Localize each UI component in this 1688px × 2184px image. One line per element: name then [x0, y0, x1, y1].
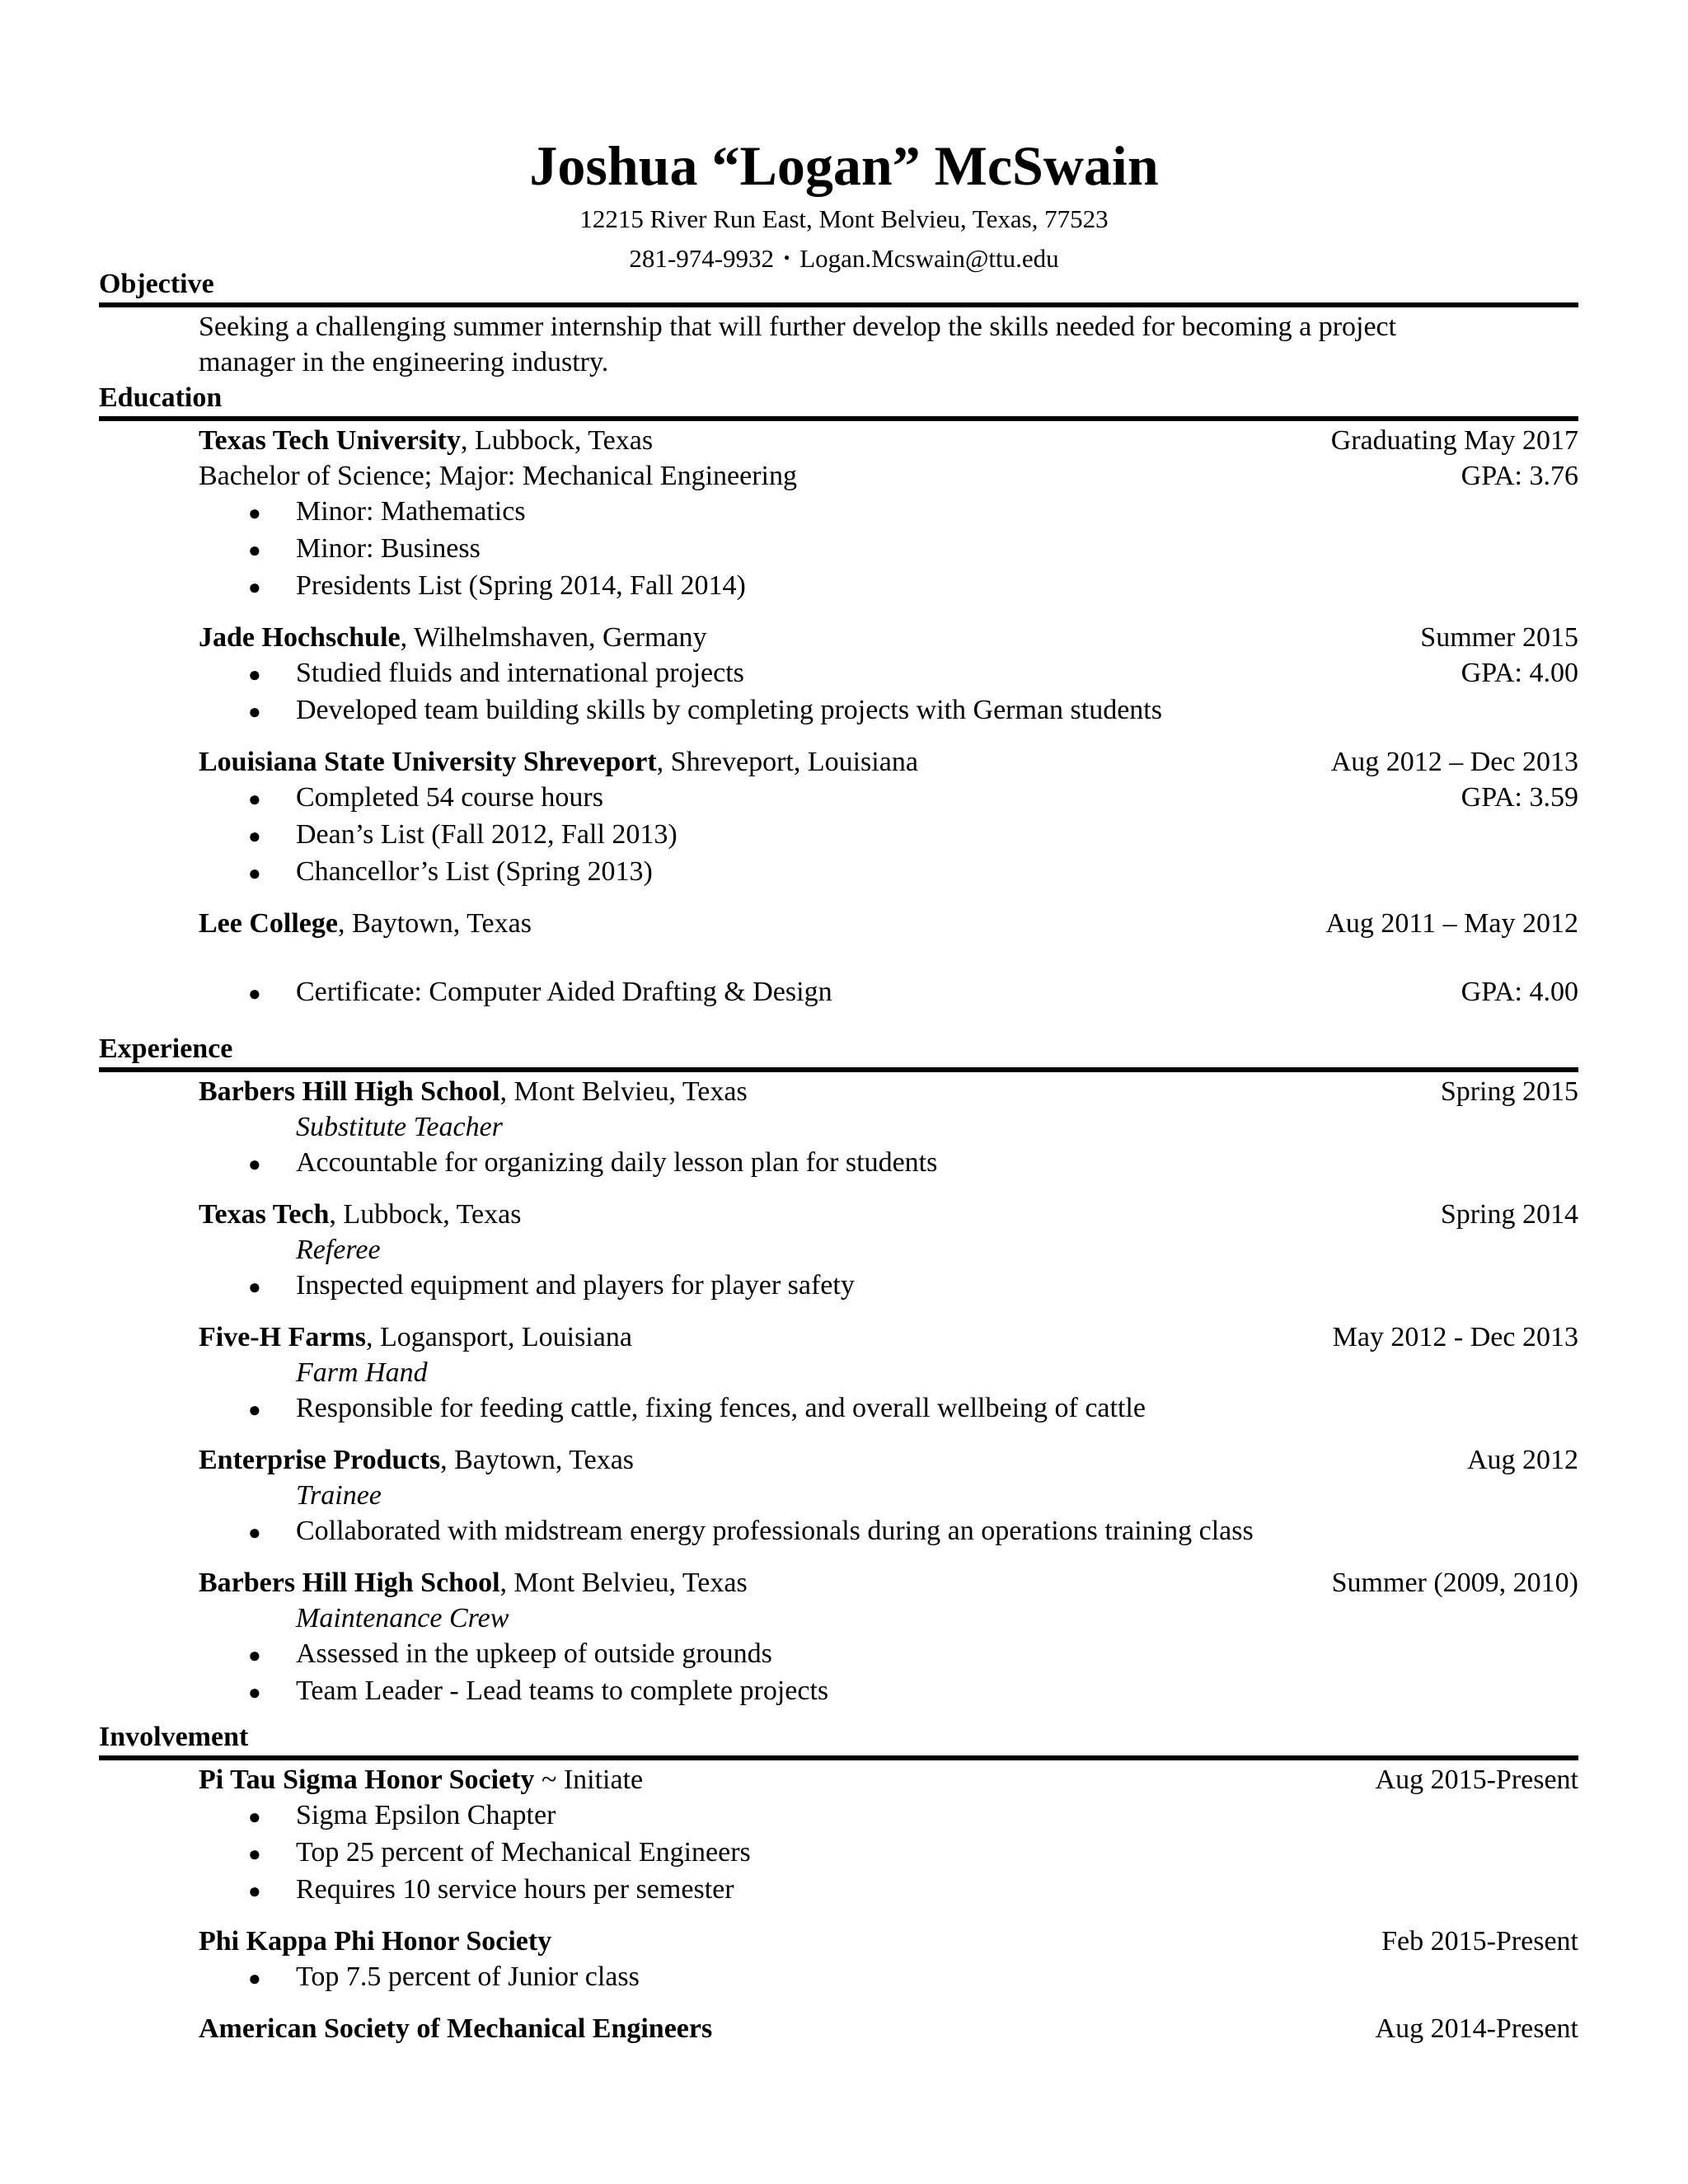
list-item: ● Top 7.5 percent of Junior class — [199, 1959, 1578, 1996]
bullet-icon: ● — [248, 1275, 261, 1299]
bullet-icon: ● — [248, 787, 261, 811]
experience-entry-header — [199, 1074, 1578, 1109]
bullet-icon: ● — [248, 1966, 261, 1990]
bullet-icon: ● — [248, 1643, 261, 1667]
experience-date: May 2012 - Dec 2013 — [1332, 1322, 1578, 1352]
employer-name: Texas Tech — [199, 1199, 330, 1230]
involvement-entry-header — [199, 1924, 1578, 1959]
bullet-icon: ● — [248, 1521, 261, 1544]
institution-name: Texas Tech University — [199, 425, 462, 456]
employer-location: , Lubbock, Texas — [329, 1199, 522, 1230]
list-item: ● Certificate: Computer Aided Drafting & Design GPA: 4.00 — [199, 974, 1578, 1011]
education-entry-header — [199, 423, 1578, 458]
education-date: Graduating May 2017 — [1330, 425, 1578, 456]
list-item: ● Assessed in the upkeep of outside grounds — [199, 1636, 1578, 1673]
institution-location: , Wilhelmshaven, Germany — [400, 622, 707, 653]
education-date: Aug 2011 – May 2012 — [1325, 908, 1578, 939]
section-divider — [99, 416, 1578, 421]
organization-name: American Society of Mechanical Engineers — [199, 2013, 713, 2044]
education-date: Aug 2012 – Dec 2013 — [1330, 747, 1578, 777]
list-item: ● Dean’s List (Fall 2012, Fall 2013) — [199, 817, 1578, 854]
bullet-icon: ● — [248, 538, 261, 562]
list-item: ● Accountable for organizing daily lesson plan for students — [199, 1145, 1578, 1182]
involvement-entry-header — [199, 1762, 1578, 1797]
experience-entry-header — [199, 1197, 1578, 1232]
institution-location: , Shreveport, Louisiana — [656, 747, 918, 777]
employer-name: Five-H Farms — [199, 1322, 366, 1352]
experience-entry-header — [199, 1442, 1578, 1478]
involvement-date: Aug 2014-Present — [1375, 2013, 1578, 2044]
education-entry-header — [199, 744, 1578, 780]
employer-name: Barbers Hill High School — [199, 1568, 500, 1598]
section-title-experience: Experience — [99, 1033, 233, 1064]
list-item: ● Minor: Business — [199, 531, 1578, 568]
job-title: Farm Hand — [296, 1357, 428, 1388]
section-divider — [99, 302, 1578, 307]
experience-date: Spring 2014 — [1440, 1199, 1578, 1230]
bullet-icon: ● — [248, 982, 261, 1005]
education-date: Summer 2015 — [1420, 622, 1578, 653]
employer-location: , Logansport, Louisiana — [366, 1322, 632, 1352]
section-title-objective: Objective — [99, 269, 214, 299]
employer-location: , Mont Belvieu, Texas — [499, 1568, 748, 1598]
job-title: Substitute Teacher — [296, 1112, 503, 1142]
employer-location: , Mont Belvieu, Texas — [499, 1076, 748, 1107]
section-title-involvement: Involvement — [99, 1722, 249, 1752]
organization-name: Phi Kappa Phi Honor Society — [199, 1926, 552, 1957]
gpa: GPA: 3.59 — [1461, 782, 1578, 813]
gpa: GPA: 3.76 — [1461, 461, 1578, 491]
candidate-name: Joshua “Logan” McSwain — [529, 134, 1159, 197]
section-divider — [99, 1067, 1578, 1072]
bullet-icon: ● — [248, 861, 261, 885]
list-item: ● Responsible for feeding cattle, fixing fences, and overall wellbeing of cattle — [199, 1390, 1578, 1427]
education-entry-header — [199, 620, 1578, 655]
involvement-date: Feb 2015-Present — [1381, 1926, 1578, 1957]
list-item: ● Chancellor’s List (Spring 2013) — [199, 854, 1578, 891]
bullet-icon: ● — [248, 1680, 261, 1704]
bullet-icon: ● — [248, 1152, 261, 1176]
list-item: ● Inspected equipment and players for player safety — [199, 1268, 1578, 1305]
list-item: ● Minor: Mathematics — [199, 494, 1578, 531]
list-item: ● Completed 54 course hours GPA: 3.59 — [199, 780, 1578, 817]
institution-location: , Lubbock, Texas — [461, 425, 654, 456]
involvement-entry-header — [199, 2011, 1578, 2046]
education-degree-row — [199, 458, 1578, 494]
list-item: ● Developed team building skills by completing projects with German students — [199, 692, 1578, 729]
experience-entry-header — [199, 1319, 1578, 1355]
list-item: ● Studied fluids and international projects GPA: 4.00 — [199, 655, 1578, 692]
involvement-date: Aug 2015-Present — [1375, 1765, 1578, 1795]
bullet-icon: ● — [248, 1805, 261, 1829]
bullet-icon: ● — [248, 700, 261, 724]
list-item: ● Collaborated with midstream energy professionals during an operations training class — [199, 1513, 1578, 1550]
list-item: ● Requires 10 service hours per semester — [199, 1872, 1578, 1909]
resume-header — [0, 132, 1688, 278]
experience-date: Spring 2015 — [1440, 1076, 1578, 1107]
job-title: Referee — [296, 1235, 381, 1265]
phone: 281-974-9932 — [629, 244, 775, 273]
experience-date: Aug 2012 — [1466, 1445, 1578, 1475]
bullet-icon: ● — [248, 1879, 261, 1903]
experience-section — [99, 1033, 1578, 1710]
job-title: Maintenance Crew — [296, 1603, 509, 1633]
experience-date: Summer (2009, 2010) — [1331, 1568, 1578, 1598]
involvement-section — [99, 1721, 1578, 2046]
gpa: GPA: 4.00 — [1461, 977, 1578, 1007]
list-item: ● Presidents List (Spring 2014, Fall 2014) — [199, 568, 1578, 605]
organization-name: Pi Tau Sigma Honor Society — [199, 1765, 535, 1795]
employer-name: Barbers Hill High School — [199, 1076, 500, 1107]
separator-dot: • — [783, 247, 790, 268]
job-title: Trainee — [296, 1480, 382, 1511]
objective-text: Seeking a challenging summer internship that will further develop the skills needed for becoming a project manager in the engineering industry. — [199, 312, 1397, 377]
institution-location: , Baytown, Texas — [338, 908, 532, 939]
degree: Bachelor of Science; Major: Mechanical Engineering — [199, 461, 797, 491]
bullet-icon: ● — [248, 663, 261, 687]
objective-section — [99, 268, 1578, 380]
section-title-education: Education — [99, 382, 223, 413]
education-section — [99, 382, 1578, 1011]
list-item: ● Sigma Epsilon Chapter — [199, 1797, 1578, 1835]
organization-role: ~ Initiate — [534, 1765, 644, 1795]
institution-name: Louisiana State University Shreveport — [199, 747, 657, 777]
bullet-icon: ● — [248, 501, 261, 525]
list-item: ● Top 25 percent of Mechanical Engineers — [199, 1835, 1578, 1872]
section-divider — [99, 1755, 1578, 1760]
list-item: ● Team Leader - Lead teams to complete projects — [199, 1673, 1578, 1710]
bullet-icon: ● — [248, 1842, 261, 1866]
education-entry-header — [199, 906, 1578, 941]
bullet-icon: ● — [248, 824, 261, 848]
email: Logan.Mcswain@ttu.edu — [799, 244, 1059, 273]
experience-entry-header — [199, 1565, 1578, 1601]
bullet-icon: ● — [248, 575, 261, 599]
gpa: GPA: 4.00 — [1461, 658, 1578, 688]
address: 12215 River Run East, Mont Belvieu, Texas, 77523 — [579, 204, 1109, 233]
institution-name: Lee College — [199, 908, 338, 939]
employer-name: Enterprise Products — [199, 1445, 441, 1475]
institution-name: Jade Hochschule — [199, 622, 401, 653]
bullet-icon: ● — [248, 1398, 261, 1422]
employer-location: , Baytown, Texas — [440, 1445, 635, 1475]
